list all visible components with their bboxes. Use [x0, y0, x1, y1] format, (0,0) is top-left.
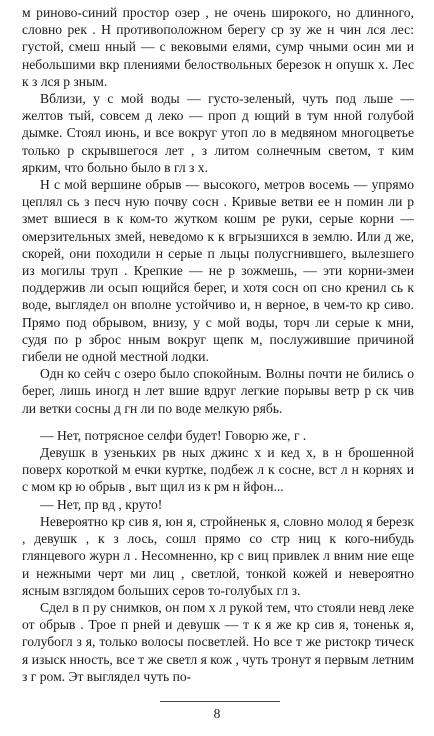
- paragraph-pine-on-cliff: Н с мой вершине обрыв — высокого, метров восемь — упрямо цеплял сь з песч ную почву сосн . Кривые ветви ее н помин ли р змет вшиеся в к ком-то жутком кошм ре руки, серые корни — омерзительных змей, неведомо к к вгрызшихся в землю. Или д же, скорей, они походили н серые п льцы полусгнившего, вылезшего из могилы труп . Крепкие — не р зожмешь, — эти корни-змеи поддержив ли осып ющийся берег, и хотя сосн оп сно кренил сь к воде, выглядел он вполне устойчиво и, н верное, в чем-то кр сиво. Прямо под обрывом, внизу, у с мой воды, торч ли серые к мни, судя по р зброс нным вокруг щепк м, послужившие причиной гибели не одной местной лодки.: [22, 177, 414, 365]
- page-number: 8: [213, 706, 221, 721]
- paragraph-girl-description: Невероятно кр сив я, юн я, стройненьк я, словно молод я березк , девушк , к з лось, сошл прямо со стр ниц к кого-нибудь глянцевого журн л . Несомненно, кр с виц привлек л вним ние еще и нежными черт ми лиц , светлой, тонкой кожей и невероятно ясным взглядом больших серов то-голубых гл з.: [22, 513, 414, 598]
- paragraph-girl-at-pine: Девушк в узеньких рв ных джинс х и кед х, в н брошенной поверх короткой м ечки куртке, подбеж л к сосне, вст л н корнях и с мом кр ю обрыв , выт щил из к рм н йфон...: [22, 445, 414, 495]
- body-text: [22, 4, 414, 685]
- footer-divider: [160, 701, 280, 702]
- paragraph-dialogue-cool: — Нет, пр вд , круто!: [40, 496, 163, 512]
- paragraph-calm-lake: Одн ко сейч с озеро было спокойным. Волны почти не бились о берег, лишь иногд н лет вшие вдруг легкие порывы ветр р ск чив ли ветки сосны д гн ли по воде мелкую рябь.: [22, 366, 414, 416]
- paragraph-friends: Сдел в п ру снимков, он пом х л рукой тем, что стояли невд леке от обрыв . Трое п рней и девушк — т к я же кр сив я, тоненьк я, голубогл з я, только волосы посветлей. Но все т же ристокр тическ я изыск нность, все т же светл я кож , чуть тронут я первым летним з г ром. Эт выглядел чуть по-: [22, 599, 414, 684]
- paragraph-forest-colors: Вблизи, у с мой воды — густо-зеленый, чуть под льше — желтов тый, совсем д леко — проп д ющий в тум нной голубой дымке. Стоял июнь, и все вокруг утоп ло в медвяном многоцветье только р скрывшегося лет , з литом солнечным светом, т ким ярким, что больно было в гл з х.: [22, 91, 414, 175]
- paragraph-lake-description: м риново-синий простор озер , не очень широкого, но длинного, словно рек . Н противоположном берегу ср зу же н чин лся лес: густой, смеш нный — с вековыми елями, сумр чными осин ми и небольшими вкр плениями белоствольных березок н опушк х. Лес к з лся р зным.: [22, 5, 414, 89]
- paragraph-dialogue-selfie: — Нет, потрясное селфи будет! Говорю же, г .: [40, 427, 307, 443]
